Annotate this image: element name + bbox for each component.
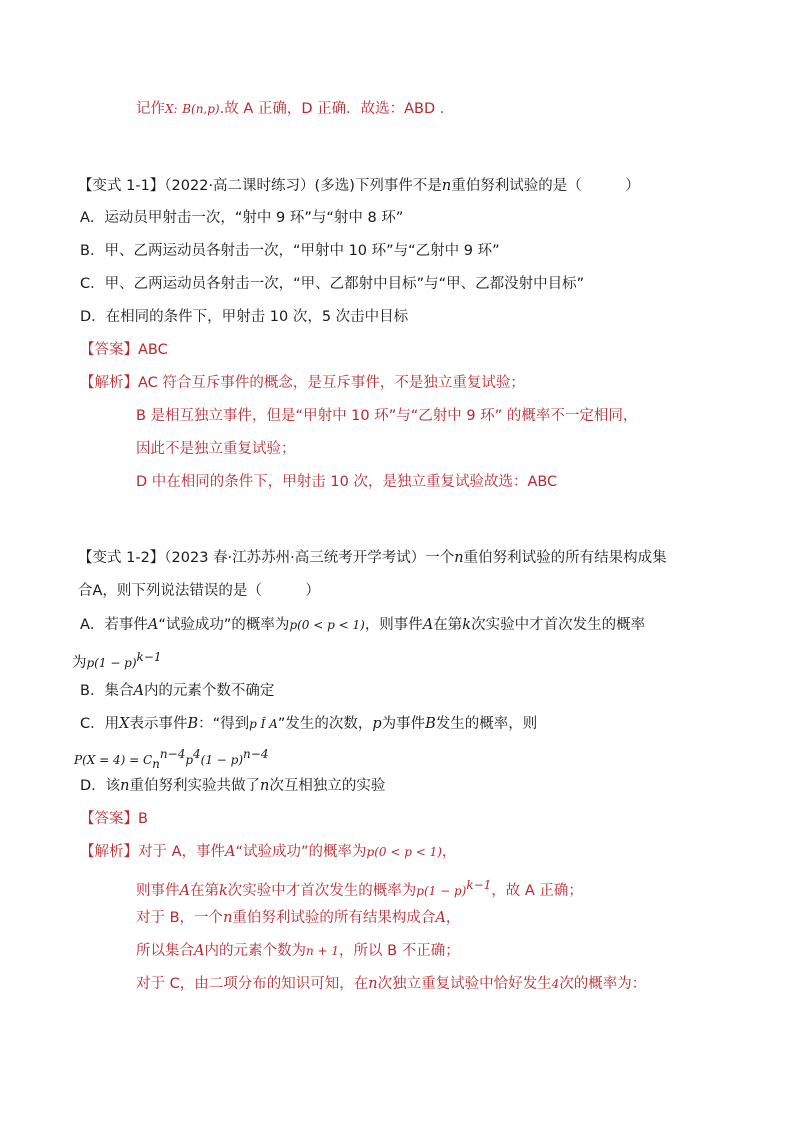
p-range-formula: p(0 < p < 1) [366,845,442,859]
var-A: A [133,683,144,699]
q2-optd-text-1: D．该 [80,778,121,794]
q2-analysis-2 [136,874,583,902]
q2-an5-num: 4 [551,977,560,991]
q1-option-b: B．甲、乙两运动员各射击一次，“甲射中 10 环”与“乙射中 9 环” [80,243,500,259]
var-n: n [368,976,378,992]
q2-optb-text: B．集合 [80,683,134,699]
var-B: B [187,716,199,732]
q2-an2-text-3: 次实验中才首次发生的概率为 [227,883,417,899]
var-A: A [422,617,434,633]
q1-source: （2022·高二课时练习）(多选)下列事件不是 [164,178,442,194]
var-p: p [372,716,382,732]
var-k: k [462,617,472,633]
q2-an3-text-3: ， [445,910,461,926]
q2-stem-mid: 重伯努利试验的所有结果构成集 [463,550,667,566]
q2-an4-text-1: 所以集合 [136,943,194,959]
q2-stem-1 [78,547,667,569]
q2-option-a-1 [80,614,645,636]
q2-analysis-1 [80,841,456,863]
q2-option-c-2 [74,743,268,775]
q2-analysis-4 [136,940,460,962]
q2-tag: 【变式 1-2】 [78,550,165,566]
q2-answer-value: B [138,811,148,827]
binom-p-exp: 4 [193,747,201,761]
exponent: k−1 [136,650,162,664]
q2-answer [80,808,148,830]
q2-an2-text-2: 在第 [189,883,219,899]
q1-answer-value: ABC [138,342,168,358]
q2-an5-text-1: 对于 C，由二项分布的知识可知，在 [136,976,369,992]
q2-optc-text-4: ”发生的次数， [277,716,373,732]
intro-suffix: .故 A 正确，D 正确．故选：ABD ． [219,101,455,117]
q1-option-c: C．甲、乙两运动员各射击一次，“甲、乙都射中目标”与“甲、乙都没射中目标” [80,276,585,292]
binom-sup: n−4 [159,747,186,761]
p-first-formula: p(1 − p) [416,884,467,898]
q1-analysis-1 [80,372,525,394]
q2-an3-text-2: 重伯努利试验的所有结果构成合 [232,910,436,926]
q2-optc-text-5: 为事件 [381,716,426,732]
q1-analysis-4: D 中在相同的条件下，甲射击 10 次，是独立重复试验故选：ABC [136,474,558,490]
q1-analysis-label: 【解析】 [80,375,138,391]
q2-stem-2: 合A，则下列说法错误的是（ ） [78,583,320,599]
formula-dist: B(n,p) [182,102,220,116]
var-A: A [435,910,446,926]
q1-var-n: n [441,178,452,194]
var-k: k [218,883,228,899]
q2-analysis-label: 【解析】 [80,844,138,860]
q2-optd-text-3: 次互相独立的实验 [269,778,386,794]
q2-an1-comma: ， [441,844,457,860]
formula-var: X [165,102,174,116]
q2-opta-text-6: 为 [72,655,87,671]
q1-answer-label: 【答案】 [80,342,138,358]
q2-opta-text-3: ，则事件 [364,617,423,633]
var-A: A [147,617,159,633]
binom-p: p [185,753,194,767]
var-n: n [223,910,233,926]
q2-source: （2023 春·江苏苏州·高三统考开学考试）一个 [164,550,455,566]
binom-rest: (1 − p) [200,753,244,767]
q1-stem [78,175,640,197]
q2-an2-text-1: 则事件 [136,883,180,899]
q2-option-c-1 [80,713,537,735]
q1-option-a: A．运动员甲射击一次，“射中 9 环”与“射中 8 环” [80,210,404,226]
var-n: n [260,778,270,794]
q2-opta-text-1: A．若事件 [80,617,148,633]
intro-prefix: 记作 [136,101,165,117]
q2-optc-text-2: 表示事件 [129,716,188,732]
exponent: k−1 [466,878,492,892]
q2-opta-text-4: 在第 [433,617,463,633]
q2-optb-tail: 内的元素个数不确定 [143,683,275,699]
formula-sep: : [173,102,178,116]
q1-analysis-text: AC 符合互斥事件的概念，是互斥事件，不是独立重复试验； [138,375,525,391]
var-A: A [194,943,205,959]
p-first-formula: p(1 − p) [86,656,137,670]
q1-option-d: D．在相同的条件下，甲射击 10 次，5 次击中目标 [80,309,409,325]
q2-option-b [80,680,274,702]
q2-an4-text-2: 内的元素个数为 [204,943,306,959]
q2-option-d [80,775,385,797]
q1-tag: 【变式 1-1】 [78,178,165,194]
q2-var-n: n [454,550,464,566]
q2-option-a-2 [72,646,162,674]
binom-sub: n [152,756,160,771]
intro-line [136,98,454,120]
var-B: B [425,716,436,732]
q2-an1-text-2: “试验成功”的概率为 [235,844,367,860]
n-plus-1-formula: n + 1 [305,944,340,958]
q2-optc-text-1: C．用 [80,716,120,732]
var-X: X [119,716,130,732]
q2-an5-text-2: 次独立重复试验中恰好发生 [377,976,552,992]
q2-analysis-5 [136,973,646,995]
var-n: n [120,778,130,794]
q2-an2-text-4: ，故 A 正确； [491,883,583,899]
q1-stem-tail: 重伯努利试验的是（ ） [451,178,640,194]
var-A: A [225,844,236,860]
q2-an1-text-1: 对于 A，事件 [138,844,226,860]
binom-rest-exp: n−4 [243,747,269,761]
q1-analysis-3: 因此不是独立重复试验； [136,441,296,457]
q1-answer [80,339,168,361]
q2-optc-text-6: 发生的概率，则 [435,716,538,732]
binom-lhs: P(X = 4) = C [74,753,153,767]
q2-answer-label: 【答案】 [80,811,138,827]
q2-an3-text-1: 对于 B，一个 [136,910,224,926]
p-in-a-formula: p Î A [249,717,278,731]
q2-opta-text-5: 次实验中才首次发生的概率 [471,617,646,633]
q1-analysis-2: B 是相互独立事件，但是“甲射中 10 环”与“乙射中 9 环” 的概率不一定相同， [136,408,638,424]
q2-analysis-3 [136,907,460,929]
var-A: A [179,883,190,899]
q2-optc-text-3: ：“得到 [198,716,250,732]
q2-optd-text-2: 重伯努利实验共做了 [129,778,261,794]
q2-an5-text-3: 次的概率为： [559,976,647,992]
q2-an4-text-3: ，所以 B 不正确； [339,943,460,959]
p-range-formula: p(0 < p < 1) [289,618,365,632]
q2-opta-text-2: “试验成功”的概率为 [158,617,290,633]
